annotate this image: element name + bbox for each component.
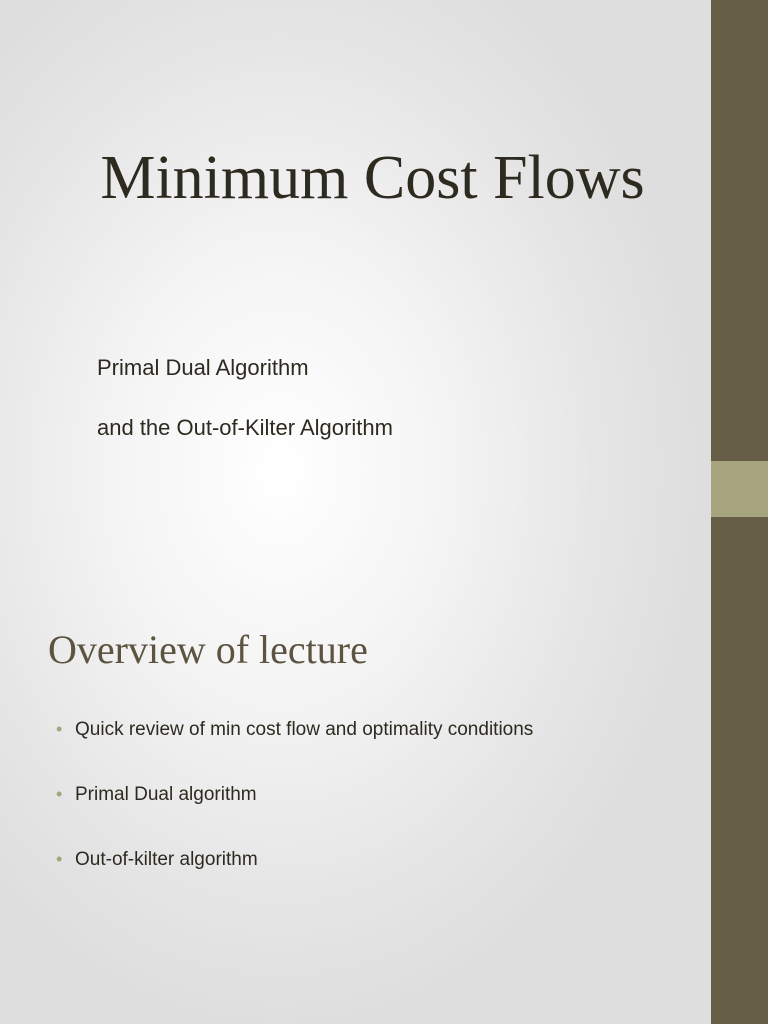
bullet-text: Quick review of min cost flow and optimality conditions [75, 719, 534, 740]
bullet-text: Out-of-kilter algorithm [75, 849, 258, 870]
slide-subtitle-line-2: and the Out-of-Kilter Algorithm [97, 415, 393, 440]
bullet-dot-icon: • [56, 784, 63, 804]
bullet-text: Primal Dual algorithm [75, 784, 257, 805]
bullet-dot-icon: • [56, 719, 63, 739]
bullet-dot-icon: • [56, 849, 63, 869]
decorative-sidebar-accent [711, 461, 768, 517]
overview-heading: Overview of lecture [48, 627, 368, 672]
slide-title: Minimum Cost Flows [100, 144, 645, 212]
slide-subtitle-line-1: Primal Dual Algorithm [97, 355, 309, 380]
